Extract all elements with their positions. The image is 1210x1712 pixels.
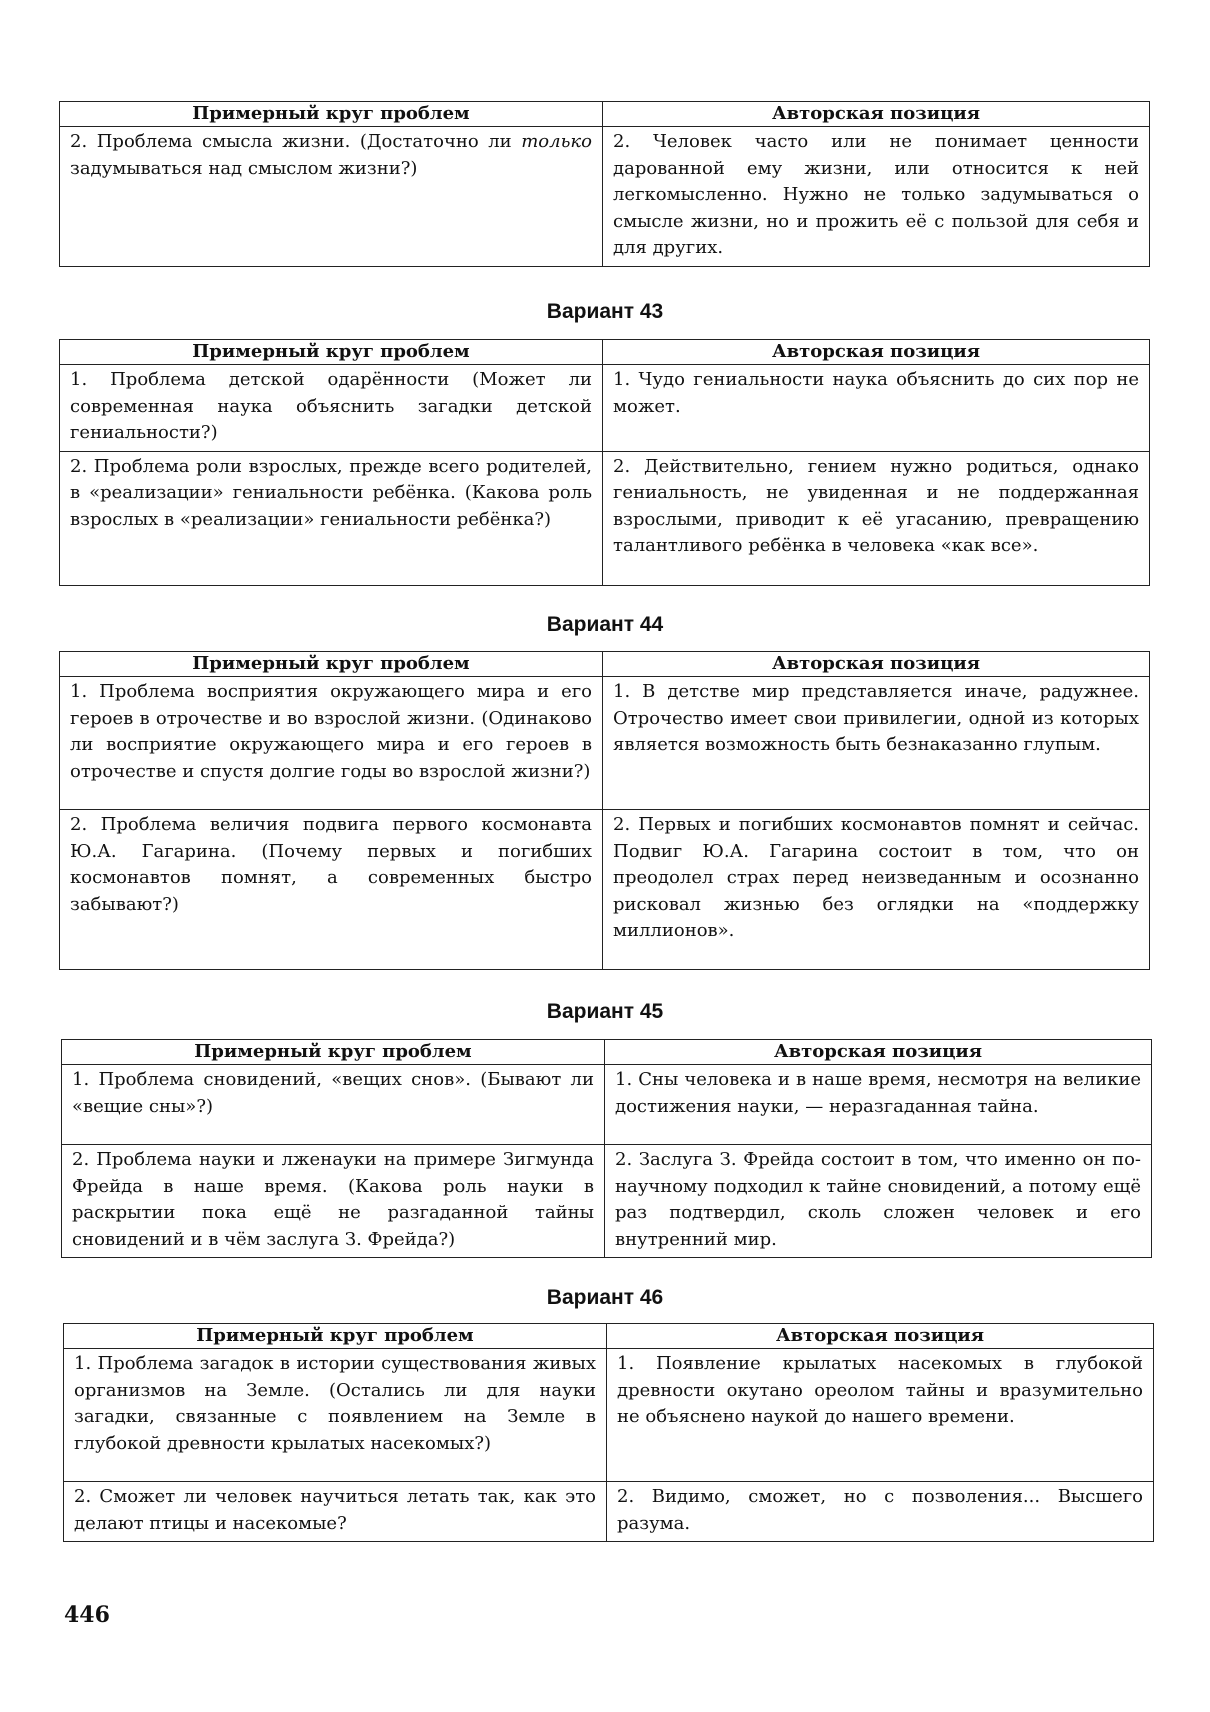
variant-table — [63, 1323, 1154, 1542]
variant-heading: Вариант 45 — [546, 1000, 664, 1023]
table-row — [62, 1145, 1152, 1258]
table-header-row — [62, 1040, 1152, 1065]
table-row — [64, 1349, 1154, 1482]
problem-cell: 2. Проблема роли взрослых, прежде всего родителей, в «реализации» гениальности ребёнка. (Какова роль взрослых в «реализации» гениальности ребёнка?) — [60, 451, 603, 585]
position-cell: 2. Заслуга З. Фрейда состоит в том, что именно он по-научному подходил к тайне сновидений, а потому ещё раз подтвердил, сколь сложен человек и его внутренний мир. — [605, 1145, 1152, 1258]
problem-text-end: задумываться над смыслом жизни?) — [70, 157, 418, 179]
table-row — [62, 1065, 1152, 1145]
table-header-row — [60, 102, 1150, 127]
column-header-position: Авторская позиция — [603, 102, 1150, 127]
variant-heading: Вариант 43 — [546, 300, 664, 323]
table-row — [64, 1482, 1154, 1542]
problem-cell: 2. Сможет ли человек научиться летать так, как это делают птицы и насекомые? — [64, 1482, 607, 1542]
problem-cell: 1. Проблема детской одарённости (Может ли современная наука объяснить загадки детской гениальности?) — [60, 365, 603, 452]
table-row — [60, 677, 1150, 810]
problem-cell: 1. Проблема сновидений, «вещих снов». (Бывают ли «вещие сны»?) — [62, 1065, 605, 1145]
position-cell: 2. Человек часто или не понимает ценности дарованной ему жизни, или относится к ней легкомысленно. Нужно не только задумываться о смысле жизни, но и прожить её с пользой для себя и для других. — [603, 127, 1150, 267]
position-cell: 2. Видимо, сможет, но с позволения... Высшего разума. — [607, 1482, 1154, 1542]
position-cell: 1. В детстве мир представляется иначе, радужнее. Отрочество имеет свои привилегии, одной из которых является возможность быть безнаказанно глупым. — [603, 677, 1150, 810]
column-header-position: Авторская позиция — [607, 1324, 1154, 1349]
column-header-position: Авторская позиция — [603, 652, 1150, 677]
column-header-problems: Примерный круг проблем — [60, 102, 603, 127]
position-cell: 2. Действительно, гением нужно родиться, однако гениальность, не увиденная и не поддержанная взрослыми, приводит к её угасанию, превращению талантливого ребёнка в человека «как все». — [603, 451, 1150, 585]
column-header-position: Авторская позиция — [603, 340, 1150, 365]
table-row — [60, 365, 1150, 452]
table-header-row — [60, 340, 1150, 365]
variant-table — [59, 651, 1150, 970]
problem-cell: 2. Проблема величия подвига первого космонавта Ю.А. Гагарина. (Почему первых и погибших космонавтов помнят, а современных быстро забывают?) — [60, 810, 603, 970]
position-cell: 2. Первых и погибших космонавтов помнят и сейчас. Подвиг Ю.А. Гагарина состоит в том, что он преодолел страх перед неизведанным и осознанно рисковал жизнью без оглядки на «поддержку миллионов». — [603, 810, 1150, 970]
table-row — [60, 451, 1150, 585]
problem-cell: 1. Проблема восприятия окружающего мира и его героев в отрочестве и во взрослой жизни. (Одинаково ли восприятие окружающего мира и его героев в отрочестве и спустя долгие годы во взрослой жизни?) — [60, 677, 603, 810]
column-header-problems: Примерный круг проблем — [64, 1324, 607, 1349]
position-cell: 1. Появление крылатых насекомых в глубокой древности окутано ореолом тайны и вразумительно не объяснено наукой до нашего времени. — [607, 1349, 1154, 1482]
continuation-table — [59, 101, 1150, 267]
column-header-position: Авторская позиция — [605, 1040, 1152, 1065]
variant-table — [59, 339, 1150, 586]
table-header-row — [60, 652, 1150, 677]
position-cell: 1. Чудо гениальности наука объяснить до сих пор не может. — [603, 365, 1150, 452]
problem-text: 2. Проблема смысла жизни. (Достаточно ли — [70, 131, 522, 152]
column-header-problems: Примерный круг проблем — [60, 340, 603, 365]
column-header-problems: Примерный круг проблем — [62, 1040, 605, 1065]
variant-heading: Вариант 46 — [546, 1286, 664, 1309]
problem-emphasis: только — [521, 131, 592, 152]
problem-cell — [60, 127, 603, 267]
variant-table — [61, 1039, 1152, 1258]
table-row — [60, 810, 1150, 970]
page-number: 446 — [64, 1602, 110, 1628]
table-header-row — [64, 1324, 1154, 1349]
variant-heading: Вариант 44 — [546, 613, 664, 636]
table-row — [60, 127, 1150, 267]
problem-cell: 1. Проблема загадок в истории существования живых организмов на Земле. (Остались ли для науки загадки, связанные с появлением на Земле в глубокой древности крылатых насекомых?) — [64, 1349, 607, 1482]
column-header-problems: Примерный круг проблем — [60, 652, 603, 677]
position-cell: 1. Сны человека и в наше время, несмотря на великие достижения науки, — неразгаданная тайна. — [605, 1065, 1152, 1145]
problem-cell: 2. Проблема науки и лженауки на примере Зигмунда Фрейда в наше время. (Какова роль науки в раскрытии пока ещё не разгаданной тайны сновидений и в чём заслуга З. Фрейда?) — [62, 1145, 605, 1258]
